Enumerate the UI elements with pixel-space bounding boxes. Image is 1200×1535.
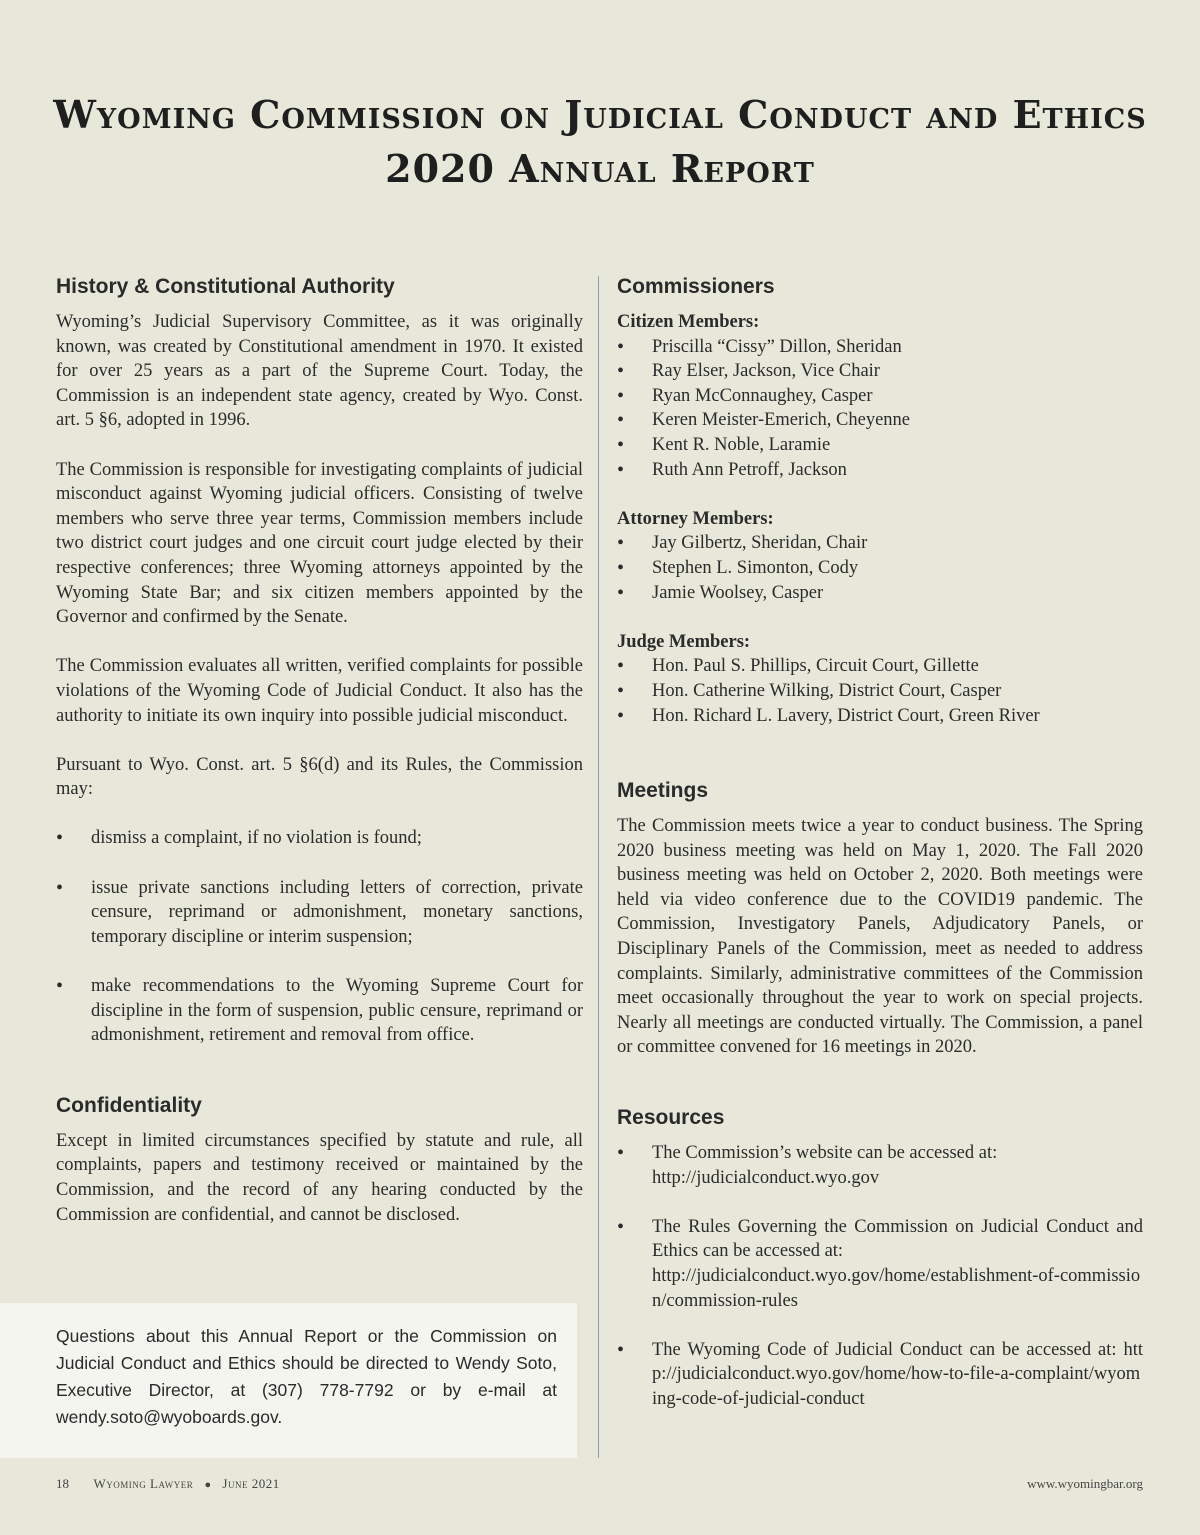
page-number: 18 [56,1476,69,1491]
judge-members-label: Judge Members: [617,631,751,652]
resource-text: The Wyoming Code of Judicial Conduct can be accessed at: [652,1339,1117,1360]
list-item: • Stephen L. Simonton, Cody [617,556,1143,581]
list-item [617,1215,1143,1313]
resource-link[interactable]: http://judicialconduct.wyo.gov/home/establishment-of-commission/commission-rules [652,1266,1141,1311]
list-item [617,1338,1143,1412]
page-title [0,88,1200,196]
issue-date: June 2021 [222,1476,280,1491]
resource-link[interactable]: http://judicialconduct.wyo.gov [652,1167,880,1188]
magazine-name: Wyoming Lawyer [93,1476,194,1491]
history-paragraph-1: Wyoming’s Judicial Supervisory Committee, as it was originally known, was created by Constitutional amendment in 1970. It existed for over 25 years as a part of the Supreme Court. Today, the Commission is an independent state agency, created by Wyo. Const. art. 5 §6, adopted in 1996. [56,312,583,431]
resources-heading: Resources [617,1106,725,1130]
footer-left [56,1476,280,1492]
footer-site[interactable]: www.wyomingbar.org [1027,1476,1143,1491]
left-column [56,272,583,1227]
list-item: • dismiss a complaint, if no violation is found; [56,826,583,851]
list-item: • Jay Gilbertz, Sheridan, Chair [617,531,1143,556]
list-item: • make recommendations to the Wyoming Supreme Court for discipline in the form of suspension, public censure, reprimand or admonishment, retirement and removal from office. [56,974,583,1048]
list-item: • Ray Elser, Jackson, Vice Chair [617,359,1143,384]
list-item: • Hon. Paul S. Phillips, Circuit Court, Gillette [617,654,1143,679]
confidentiality-text: Except in limited circumstances specified by statute and rule, all complaints, papers and testimony received or maintained by the Commission, and the record of any hearing conducted by the Commission are confidential, and cannot be disclosed. [56,1130,583,1225]
right-column [617,272,1143,1412]
resource-text: The Commission’s website can be accessed at: [652,1143,998,1164]
commissioners-heading: Commissioners [617,275,775,298]
history-paragraph-4: Pursuant to Wyo. Const. art. 5 §6(d) and its Rules, the Commission may: [56,754,583,800]
judge-members-list [617,654,1143,728]
citizen-members-list [617,335,1143,483]
questions-text: Questions about this Annual Report or the Commission on Judicial Conduct and Ethics should be directed to Wendy Soto, Executive Director, at (307) 778-7792 or by e-mail at wendy.soto@wyoboards.gov. [56,1326,557,1427]
history-paragraph-2: The Commission is responsible for investigating complaints of judicial misconduct against Wyoming judicial officers. Consisting of twelve members who serve three year terms, Commission members include two district court judges and one circuit court judge elected by their respective conferences; three Wyoming attorneys appointed by the Wyoming State Bar; and six citizen members appointed by the Governor and confirmed by the Senate. [56,459,583,628]
attorney-members-list [617,531,1143,605]
resources-list [617,1141,1143,1412]
title-line-1: Wyoming Commission on Judicial Conduct and Ethics [53,92,1147,137]
list-item: • Hon. Richard L. Lavery, District Court, Green River [617,704,1143,729]
history-heading: History & Constitutional Authority [56,275,395,298]
list-item [617,1141,1143,1190]
resource-text: The Rules Governing the Commission on Judicial Conduct and Ethics can be accessed at: [652,1216,1143,1262]
title-line-2: 2020 Annual Report [385,146,815,191]
meetings-heading: Meetings [617,779,709,803]
bullet-icon: ● [204,1479,212,1491]
list-item: • Hon. Catherine Wilking, District Court, Casper [617,679,1143,704]
attorney-members-label: Attorney Members: [617,508,774,529]
list-item: • Jamie Woolsey, Casper [617,581,1143,606]
list-item: • Ryan McConnaughey, Casper [617,384,1143,409]
list-item: • Priscilla “Cissy” Dillon, Sheridan [617,335,1143,360]
column-divider [598,276,599,1458]
list-item: • Keren Meister-Emerich, Cheyenne [617,408,1143,433]
confidentiality-heading: Confidentiality [56,1093,202,1117]
list-item: • Ruth Ann Petroff, Jackson [617,458,1143,483]
resource-link[interactable]: http://judicialconduct.wyo.gov/home/how-to-file-a-complaint/wyoming-code-of-judicial-conduct [652,1339,1143,1409]
history-paragraph-3: The Commission evaluates all written, verified complaints for possible violations of the Wyoming Code of Judicial Conduct. It also has the authority to initiate its own inquiry into possible judicial misconduct. [56,656,583,726]
citizen-members-label: Citizen Members: [617,312,760,332]
list-item: • Kent R. Noble, Laramie [617,433,1143,458]
list-item: • issue private sanctions including letters of correction, private censure, reprimand or admonishment, monetary sanctions, temporary discipline or interim suspension; [56,876,583,950]
powers-list [56,826,583,1047]
meetings-text: The Commission meets twice a year to conduct business. The Spring 2020 business meeting was held on May 1, 2020. The Fall 2020 business meeting was held on October 2, 2020. Both meetings were held via video conference due to the COVID19 pandemic. The Commission, Investigatory Panels, Adjudicatory Panels, or Disciplinary Panels of the Commission, meet as needed to address complaints. Similarly, administrative committees of the Commission meet occasionally throughout the year to work on special projects. Nearly all meetings are conducted virtually. The Commission, a panel or committee convened for 16 meetings in 2020. [617,816,1143,1058]
